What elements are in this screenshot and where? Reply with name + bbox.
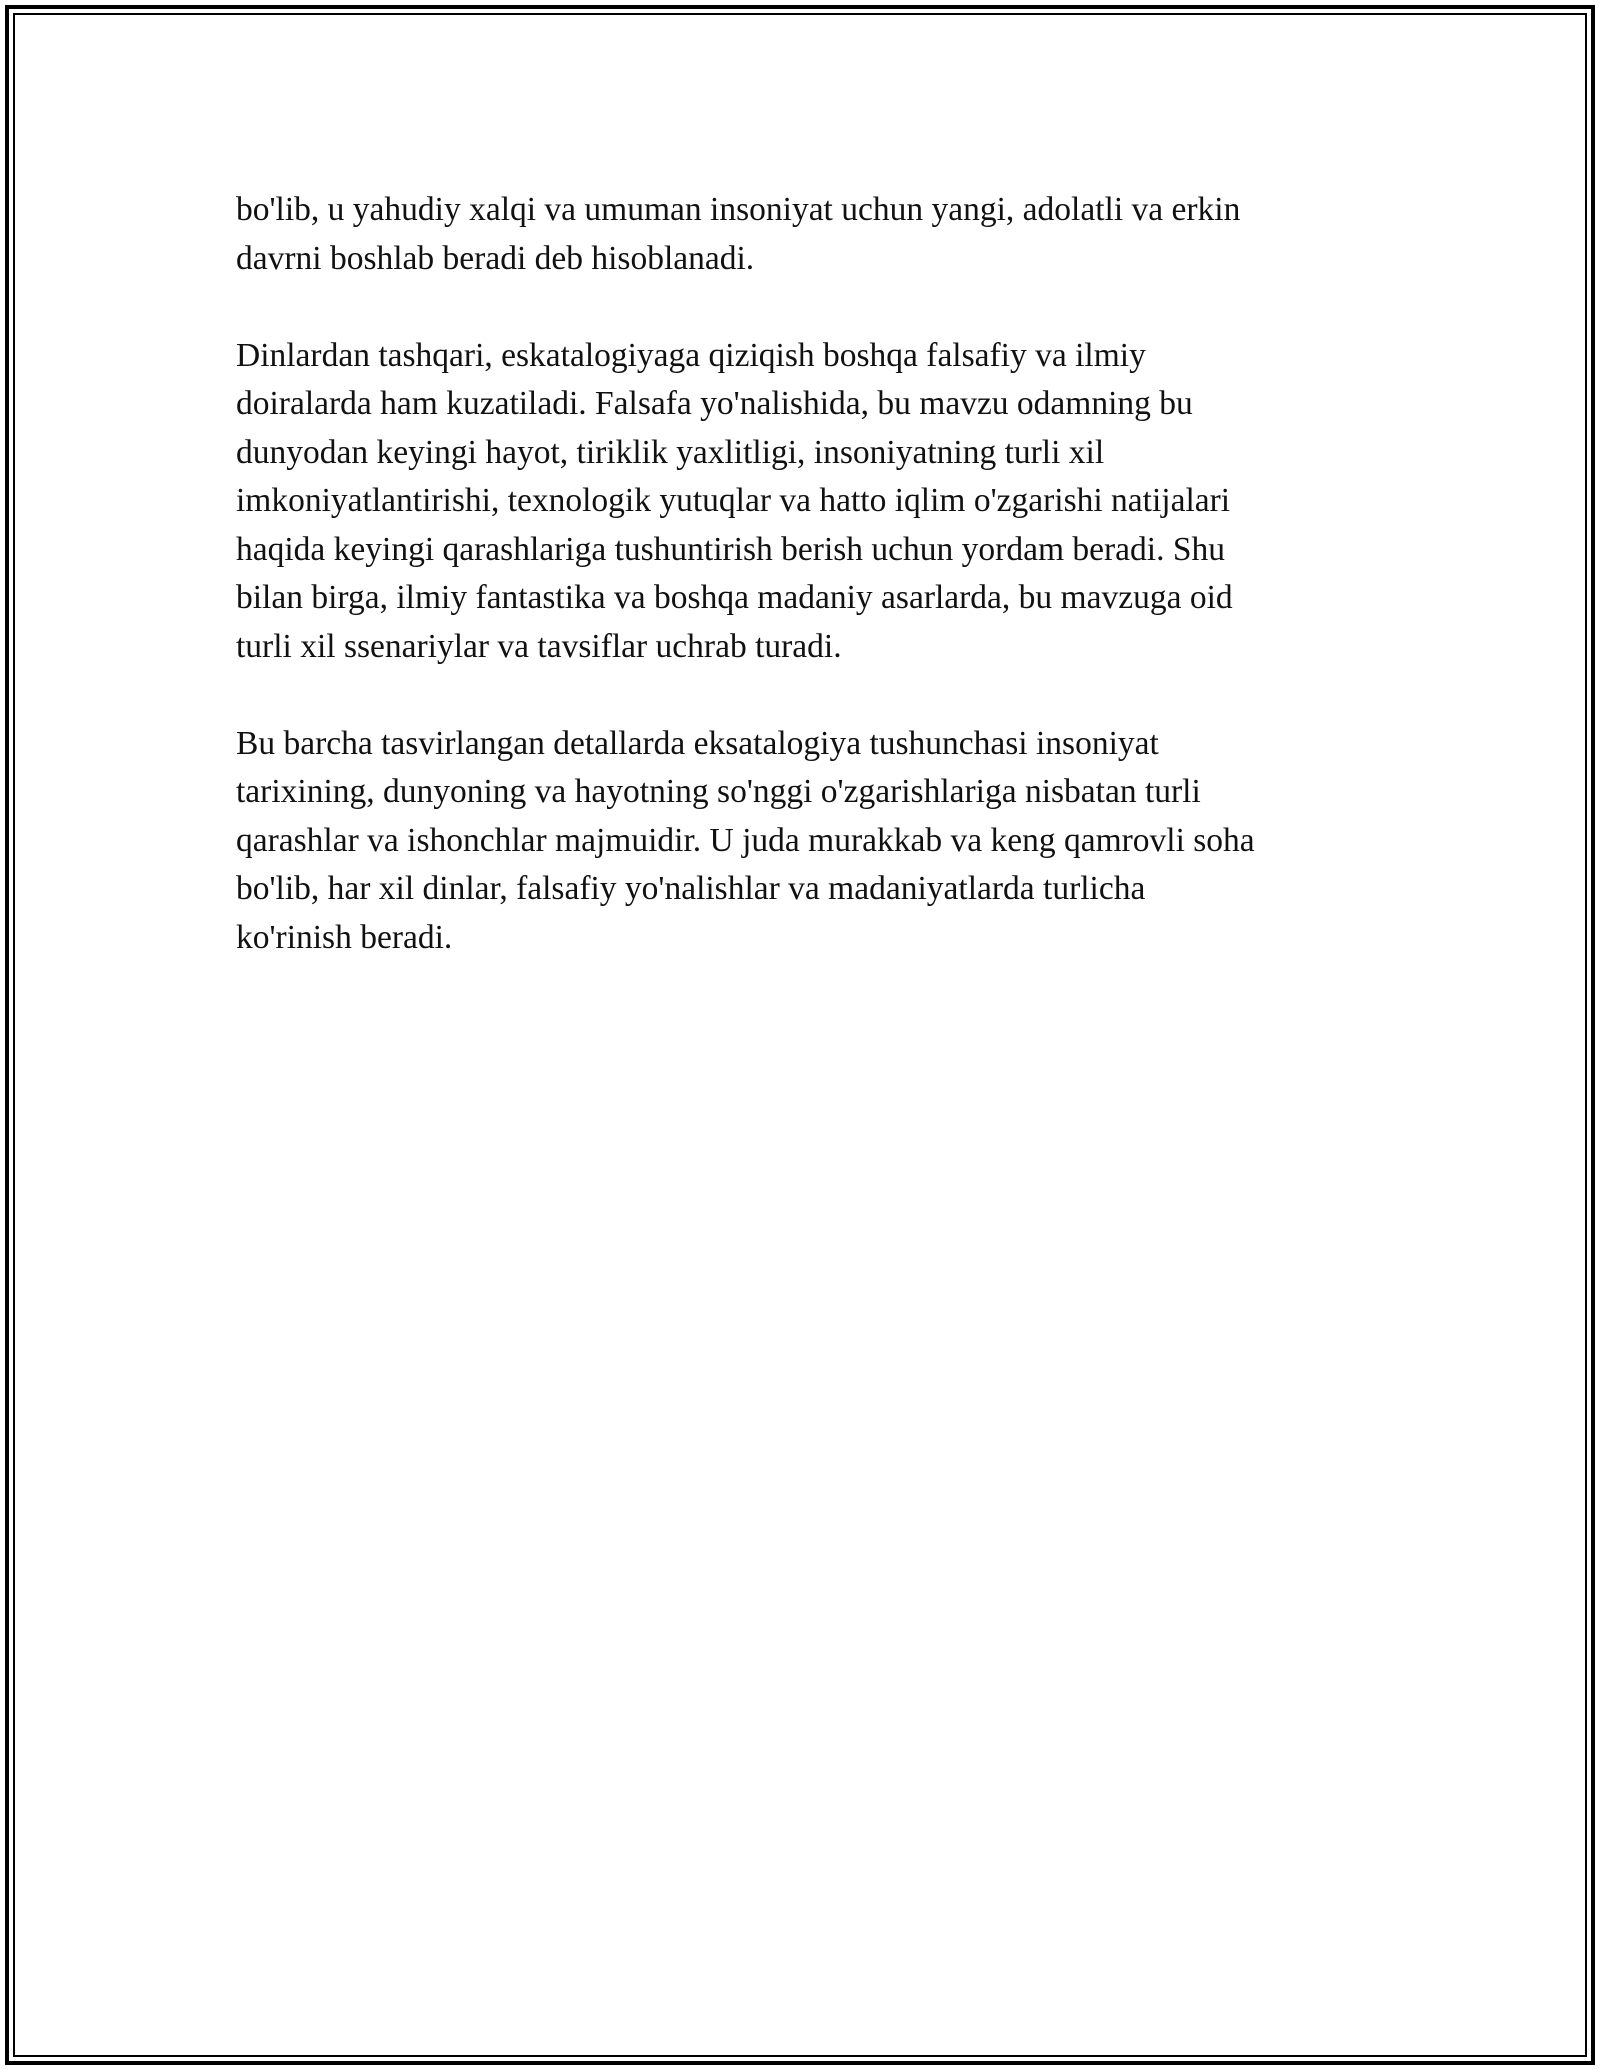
document-body	[236, 186, 1366, 1011]
paragraph-3	[236, 720, 1366, 963]
paragraph-1	[236, 186, 1366, 283]
text-line: Bu barcha tasvirlangan detallarda eksatalogiya tushunchasi insoniyat	[236, 724, 1159, 762]
text-line: davrni boshlab beradi deb hisoblanadi.	[236, 239, 755, 277]
text-line: imkoniyatlantirishi, texnologik yutuqlar va hatto iqlim o'zgarishi natijalari	[236, 482, 1231, 519]
text-line: bo'lib, har xil dinlar, falsafiy yo'nalishlar va madaniyatlarda turlicha	[236, 870, 1146, 907]
text-line: ko'rinish beradi.	[236, 918, 453, 956]
text-line: doiralarda ham kuzatiladi. Falsafa yo'nalishida, bu mavzu odamning bu	[236, 385, 1193, 422]
text-line: Dinlardan tashqari, eskatalogiyaga qiziqish boshqa falsafiy va ilmiy	[236, 336, 1146, 374]
text-line: tarixining, dunyoning va hayotning so'nggi o'zgarishlariga nisbatan turli	[236, 773, 1201, 810]
text-line: bo'lib, u yahudiy xalqi va umuman insoniyat uchun yangi, adolatli va erkin	[236, 191, 1241, 228]
text-line: qarashlar va ishonchlar majmuidir. U juda murakkab va keng qamrovli soha	[236, 821, 1255, 859]
text-line: haqida keyingi qarashlariga tushuntirish berish uchun yordam beradi. Shu	[236, 530, 1225, 568]
text-line: bilan birga, ilmiy fantastika va boshqa madaniy asarlarda, bu mavzuga oid	[236, 579, 1233, 616]
paragraph-2	[236, 332, 1366, 672]
text-line: turli xil ssenariylar va tavsiflar uchrab turadi.	[236, 627, 842, 665]
text-line: dunyodan keyingi hayot, tiriklik yaxlitligi, insoniyatning turli xil	[236, 433, 1105, 471]
